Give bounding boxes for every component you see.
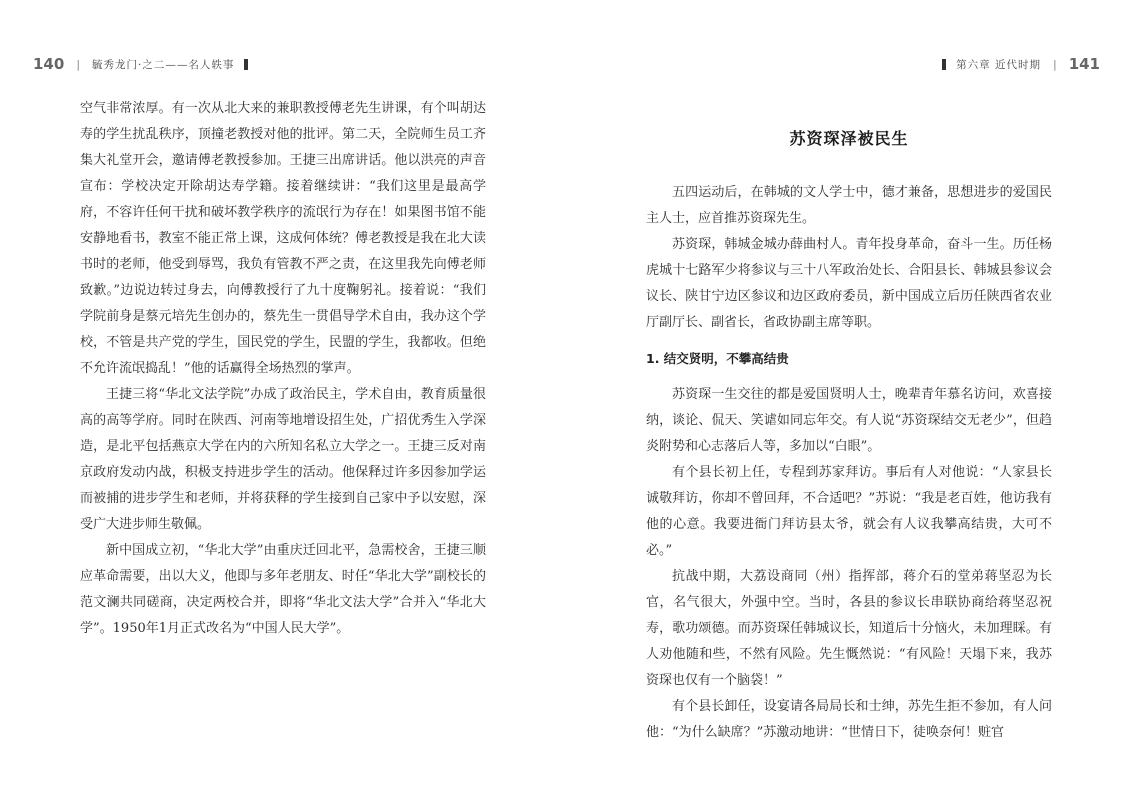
running-title: 毓秀龙门·之二——名人轶事	[92, 58, 235, 71]
article-title: 苏资琛泽被民生	[789, 129, 909, 148]
paragraph: 苏资琛，韩城金城办薛曲村人。青年投身革命，奋斗一生。历任杨虎城十七路军少将参议与三十八军政治处长、合阳县长、韩城县参议会议长、陕甘宁边区参议和边区政府委员，新中国成立后历任陕西省农业厅副厅长、副省长，省政协副主席等职。	[646, 237, 1052, 330]
page-number: 141	[1068, 55, 1100, 73]
section-heading: 1. 结交贤明，不攀高结贵	[646, 351, 789, 366]
running-title: 第六章 近代时期	[956, 58, 1041, 71]
left-body-text	[80, 96, 486, 642]
right-page	[566, 0, 1133, 799]
paragraph: 王捷三将“华北文法学院”办成了政治民主，学术自由，教育质量很高的高等学府。同时在陕西、河南等地增设招生处，广招优秀生入学深造，是北平包括燕京大学在内的六所知名私立大学之一。王捷三反对南京政府发动内战，积极支持进步学生的活动。他保释过许多因参加学运而被捕的进步学生和老师，并将获释的学生接到自己家中予以安慰，深受广大进步师生敬佩。	[80, 387, 486, 532]
paragraph: 五四运动后，在韩城的文人学士中，德才兼备，思想进步的爱国民主人士，应首推苏资琛先生。	[646, 185, 1052, 226]
header-divider: |	[76, 57, 81, 71]
header-marker	[942, 59, 946, 70]
page-number: 140	[33, 55, 65, 73]
paragraph: 新中国成立初，“华北大学”由重庆迁回北平，急需校舍，王捷三顺应革命需要，出以大义，他即与多年老朋友、时任“华北大学”副校长的范文澜共同磋商，决定两校合并，即将“华北文法大学”合并入“华北大学”。1950年1月正式改名为“中国人民大学”。	[80, 543, 486, 636]
paragraph: 空气非常浓厚。有一次从北大来的兼职教授傅老先生讲课，有个叫胡达寿的学生扰乱秩序，顶撞老教授对他的批评。第二天，全院师生员工齐集大礼堂开会，邀请傅老教授参加。王捷三出席讲话。他以洪亮的声音宣布：学校决定开除胡达寿学籍。接着继续讲：“我们这里是最高学府，不容许任何干扰和破坏教学秩序的流氓行为存在！如果图书馆不能安静地看书，教室不能正常上课，这成何体统？傅老教授是我在北大读书时的老师，他受到辱骂，我负有管教不严之责，在这里我先向傅老师致歉。”边说边转过身去，向傅教授行了九十度鞠躬礼。接着说：“我们学院前身是蔡元培先生创办的，蔡先生一贯倡导学术自由，我办这个学校，不管是共产党的学生，国民党的学生，民盟的学生，我都收。但绝不允许流氓捣乱！”他的话赢得全场热烈的掌声。	[80, 101, 486, 376]
header-marker	[244, 59, 248, 70]
header-divider: |	[1052, 57, 1057, 71]
paragraph: 有个县长初上任，专程到苏家拜访。事后有人对他说：“人家县长诚敬拜访，你却不曾回拜，不合适吧？”苏说：“我是老百姓，他访我有他的心意。我要进衙门拜访县太爷，就会有人议我攀高结贵，大可不必。”	[646, 465, 1052, 558]
paragraph: 苏资琛一生交往的都是爱国贤明人士，晚辈青年慕名访问，欢喜接纳，谈论、侃天、笑谑如同忘年交。有人说“苏资琛结交无老少”，但趋炎附势和心志落后人等，多加以“白眼”。	[646, 387, 1052, 454]
right-header	[932, 52, 1100, 76]
left-header	[33, 52, 258, 76]
paragraph: 有个县长卸任，设宴请各局局长和士绅，苏先生拒不参加，有人问他：“为什么缺席？”苏激动地讲：“世情日下，徒唤奈何！赃官	[646, 699, 1052, 740]
right-body-text	[646, 180, 1052, 746]
left-page	[0, 0, 566, 799]
paragraph: 抗战中期，大荔设商同（州）指挥部，蒋介石的堂弟蒋坚忍为长官，名气很大，外强中空。当时，各县的参议长串联协商给蒋坚忍祝寿，歌功颂德。而苏资琛任韩城议长，知道后十分恼火，未加理睬。有人劝他随和些，不然有风险。先生慨然说：“有风险！天塌下来，我苏资琛也仅有一个脑袋！”	[646, 569, 1052, 688]
